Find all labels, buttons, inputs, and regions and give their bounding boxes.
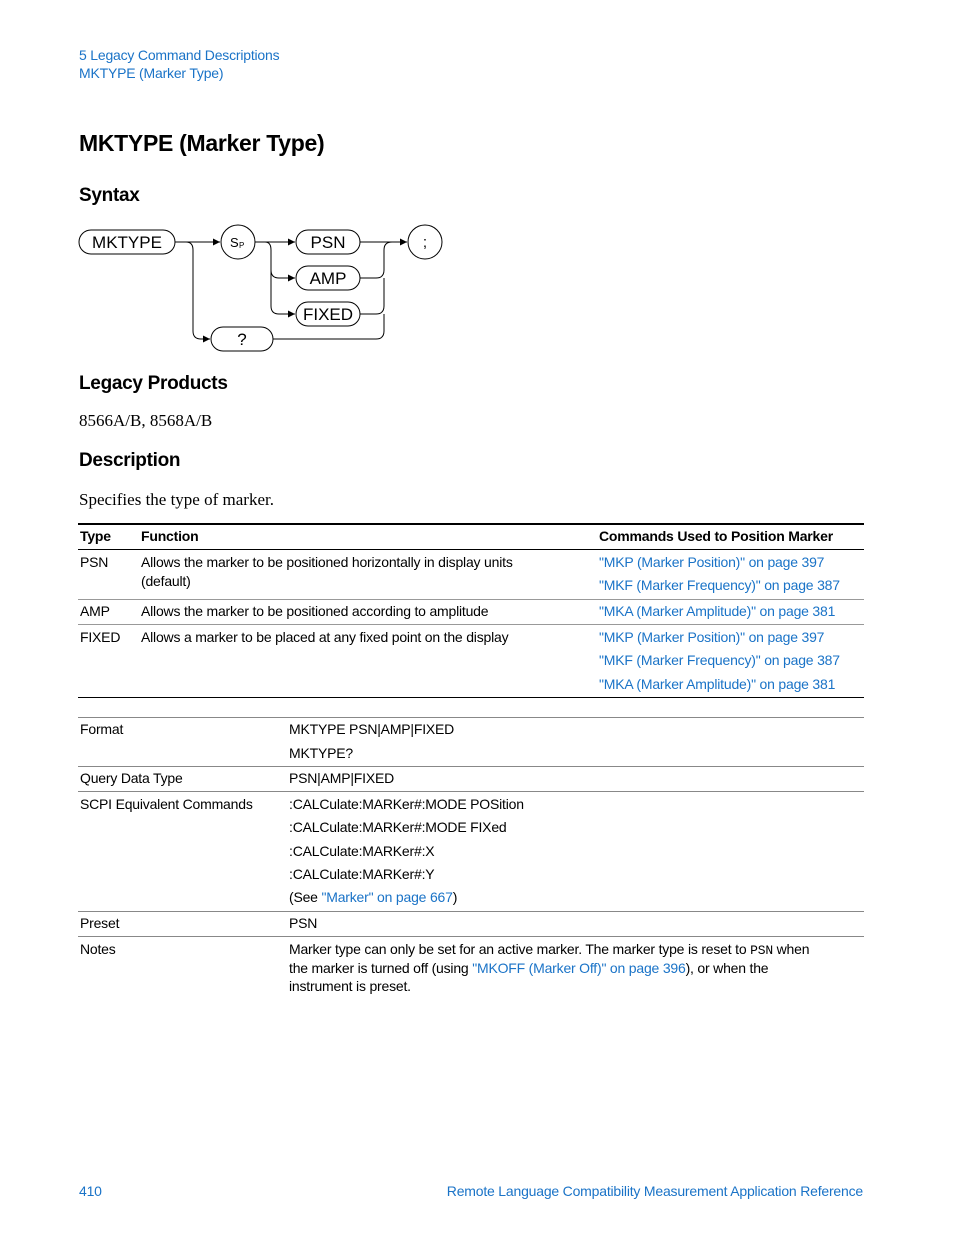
syntax-terminator-label: ; — [422, 234, 428, 251]
format-label: Format — [80, 721, 124, 737]
scpi-see-also — [289, 888, 457, 907]
syntax-space-sub: P — [239, 241, 245, 250]
row-function: Allows a marker to be placed at any fixed point on the display — [141, 629, 509, 645]
table-header-commands: Commands Used to Position Marker — [599, 528, 833, 544]
row-function: Allows the marker to be positioned horizontally in display units — [141, 554, 513, 570]
preset-label: Preset — [80, 915, 120, 931]
notes-code: PSN — [750, 943, 773, 958]
scpi-label: SCPI Equivalent Commands — [80, 796, 253, 812]
table-top-rule — [78, 523, 864, 525]
page-title: MKTYPE (Marker Type) — [79, 130, 325, 156]
notes-line2 — [289, 959, 768, 978]
legacy-products-heading: Legacy Products — [79, 373, 228, 394]
table-header-type: Type — [80, 528, 111, 544]
notes-text: ), or when the — [685, 960, 769, 976]
preset-value: PSN — [289, 915, 318, 931]
scpi-see-prefix: (See — [289, 889, 322, 905]
page-number: 410 — [79, 1183, 102, 1199]
link-mkoff[interactable]: "MKOFF (Marker Off)" on page 396 — [472, 960, 686, 976]
row-function-cont: (default) — [141, 573, 191, 589]
row-type: FIXED — [80, 629, 121, 645]
syntax-query-label: ? — [237, 330, 247, 349]
syntax-heading: Syntax — [79, 185, 140, 206]
link-marker[interactable]: "Marker" on page 667 — [321, 889, 453, 905]
info-row-divider — [78, 791, 864, 792]
format-value: MKTYPE PSN|AMP|FIXED — [289, 721, 455, 737]
info-top-rule — [78, 717, 864, 718]
breadcrumb-section[interactable]: MKTYPE (Marker Type) — [79, 65, 224, 81]
row-divider — [78, 599, 864, 600]
link-mkf[interactable]: "MKF (Marker Frequency)" on page 387 — [599, 652, 840, 668]
notes-text: when — [772, 941, 810, 957]
scpi-value: :CALCulate:MARKer#:X — [289, 843, 435, 859]
info-row-divider — [78, 911, 864, 912]
legacy-products-text: 8566A/B, 8568A/B — [79, 411, 213, 430]
syntax-option-amp: AMP — [309, 269, 347, 288]
link-mkp[interactable]: "MKP (Marker Position)" on page 397 — [599, 554, 825, 570]
link-mka[interactable]: "MKA (Marker Amplitude)" on page 381 — [599, 603, 836, 619]
row-type: PSN — [80, 554, 109, 570]
notes-label: Notes — [80, 941, 116, 957]
description-text: Specifies the type of marker. — [79, 490, 274, 509]
notes-text: the marker is turned off (using — [289, 960, 473, 976]
syntax-diagram — [0, 0, 954, 360]
table-bottom-rule — [78, 697, 864, 698]
book-title: Remote Language Compatibility Measurement Application Reference — [446, 1183, 863, 1199]
link-mkp[interactable]: "MKP (Marker Position)" on page 397 — [599, 629, 825, 645]
row-divider — [78, 624, 864, 625]
syntax-option-fixed: FIXED — [302, 305, 354, 324]
row-function: Allows the marker to be positioned according to amplitude — [141, 603, 489, 619]
syntax-space-label: S — [230, 235, 239, 250]
query-data-type-label: Query Data Type — [80, 770, 183, 786]
scpi-value: :CALCulate:MARKer#:MODE POSition — [289, 796, 524, 812]
query-data-type-value: PSN|AMP|FIXED — [289, 770, 395, 786]
format-value-query: MKTYPE? — [289, 745, 353, 761]
table-header-function: Function — [141, 528, 199, 544]
notes-line3: instrument is preset. — [289, 978, 411, 994]
info-row-divider — [78, 936, 864, 937]
scpi-value: :CALCulate:MARKer#:MODE FIXed — [289, 819, 507, 835]
description-heading: Description — [79, 450, 181, 471]
notes-text: Marker type can only be set for an active marker. The marker type is reset to — [289, 941, 751, 957]
table-header-rule — [78, 549, 864, 550]
info-row-divider — [78, 766, 864, 767]
scpi-value: :CALCulate:MARKer#:Y — [289, 866, 435, 882]
breadcrumb-chapter[interactable]: 5 Legacy Command Descriptions — [79, 47, 280, 63]
row-type: AMP — [80, 603, 110, 619]
scpi-see-suffix: ) — [452, 889, 458, 905]
link-mkf[interactable]: "MKF (Marker Frequency)" on page 387 — [599, 577, 840, 593]
syntax-option-psn: PSN — [310, 233, 346, 252]
notes-line1 — [289, 940, 809, 960]
syntax-command-label: MKTYPE — [92, 233, 162, 252]
link-mka[interactable]: "MKA (Marker Amplitude)" on page 381 — [599, 676, 836, 692]
